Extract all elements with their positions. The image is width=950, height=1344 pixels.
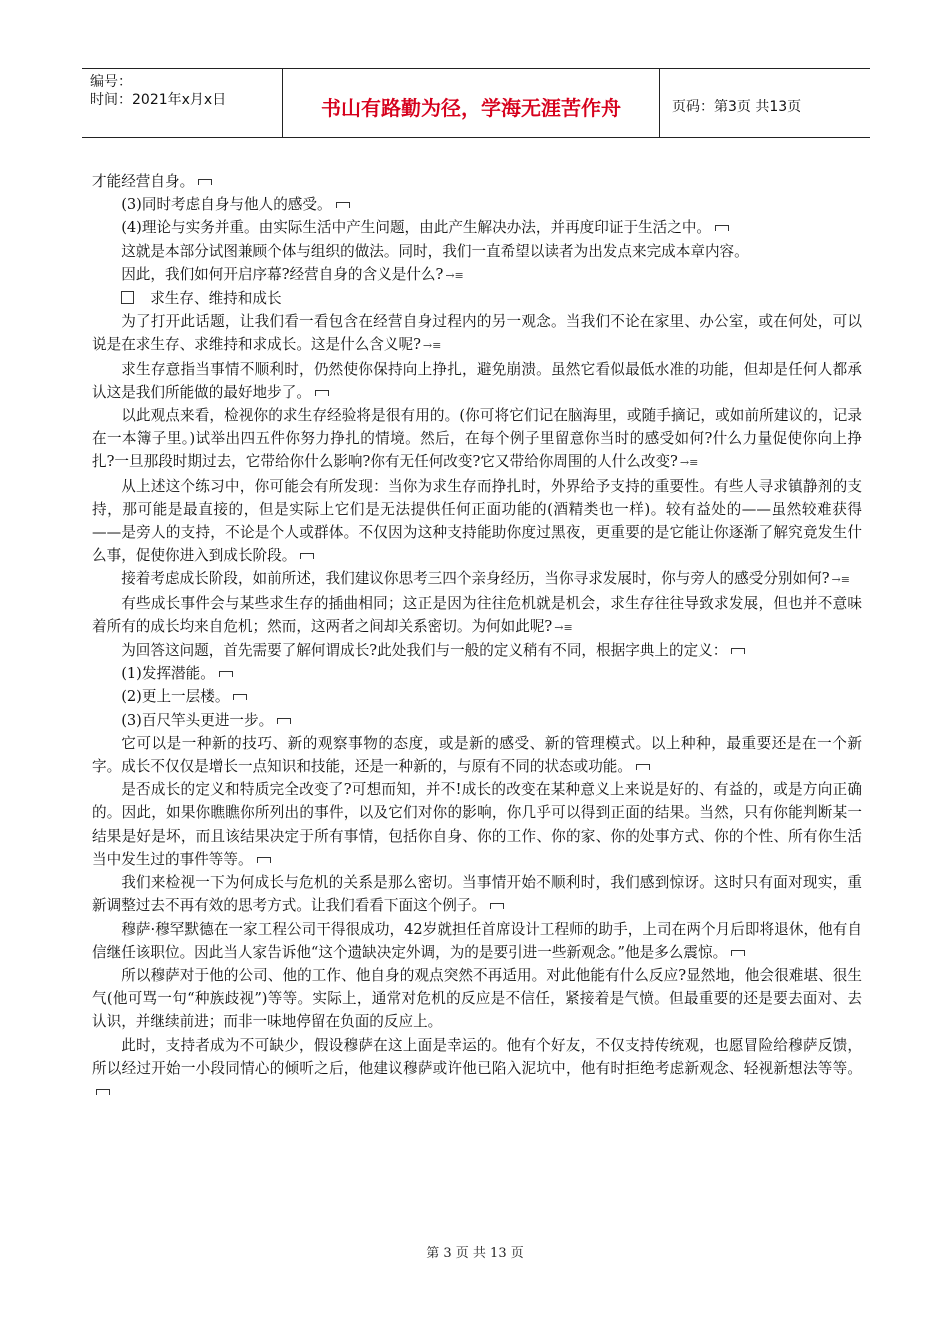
body-paragraph bbox=[92, 170, 862, 193]
paragraph-mark-icon bbox=[300, 553, 314, 559]
checkbox-bullet-icon bbox=[121, 291, 134, 304]
paragraph-text: 此时，支持者成为不可缺少，假设穆萨在这上面是幸运的。他有个好友，不仅支持传统观，也愿冒险给穆萨反馈，所以经过开始一小段同情心的倾听之后，他建议穆萨或许他已陷入泥坑中，他有时拒绝考虑新观念、轻视新想法等等。 bbox=[92, 1036, 862, 1077]
paragraph-text: (3)同时考虑自身与他人的感受。 bbox=[121, 196, 332, 214]
body-paragraph bbox=[92, 918, 862, 964]
body-paragraph bbox=[92, 310, 862, 357]
body-paragraph bbox=[92, 287, 862, 310]
body-paragraph bbox=[92, 732, 862, 778]
body-paragraph bbox=[92, 592, 862, 639]
paragraph-text: 所以穆萨对于他的公司、他的工作、他自身的观点突然不再适用。对此他能有什么反应?显然地，他会很难堪、很生气(他可骂一句“种族歧视”)等等。实际上，通常对危机的反应是不信任，紧接着是气愤。但最重要的还是要去面对、去认识，并继续前进；而非一味地停留在负面的反应上。 bbox=[92, 966, 862, 1031]
body-paragraph bbox=[92, 871, 862, 917]
paragraph-text: (4)理论与实务并重。由实际生活中产生问题，由此产生解决办法，并再度印证于生活之中。 bbox=[121, 219, 712, 237]
line-break-mark-icon: →≡ bbox=[831, 573, 850, 587]
document-header bbox=[82, 68, 870, 138]
paragraph-mark-icon bbox=[731, 648, 745, 654]
header-meta bbox=[82, 69, 282, 137]
line-break-mark-icon: →≡ bbox=[679, 456, 699, 470]
body-paragraph bbox=[92, 263, 862, 287]
document-body bbox=[92, 170, 862, 1103]
body-paragraph bbox=[92, 567, 862, 591]
body-paragraph bbox=[92, 709, 862, 732]
paragraph-mark-icon bbox=[731, 950, 745, 956]
paragraph-mark-icon bbox=[277, 718, 291, 724]
body-paragraph bbox=[92, 404, 862, 475]
body-paragraph bbox=[92, 240, 862, 263]
line-break-mark-icon: →≡ bbox=[422, 339, 442, 353]
body-paragraph bbox=[92, 639, 862, 662]
body-paragraph bbox=[92, 778, 862, 871]
paragraph-text: 是否成长的定义和特质完全改变了?可想而知，并不!成长的改变在某种意义上来说是好的、有益的，或是方向正确的。因此，如果你瞧瞧你所列出的事件，以及它们对你的影响，你几乎可以得到正面的结果。当然，只有你能判断某一结果是好是坏，而且该结果决定于所有事情，包括你自身、你的工作、你的家、你的处事方式、你的个性、所有你生活当中发生过的事件等等。 bbox=[92, 781, 862, 868]
paragraph-mark-icon bbox=[96, 1089, 110, 1095]
paragraph-text: 接着考虑成长阶段，如前所述，我们建议你思考三四个亲身经历，当你寻求发展时，你与旁人的感受分别如何? bbox=[121, 570, 830, 588]
line-break-mark-icon: →≡ bbox=[445, 268, 464, 282]
paragraph-text: (3)百尺竿头更进一步。 bbox=[121, 711, 274, 729]
paragraph-text: 求生存意指当事情不顺利时，仍然使你保持向上挣扎，避免崩溃。虽然它看似最低水准的功能，但却是任何人都承认这是我们所能做的最好地步了。 bbox=[92, 360, 862, 401]
page-footer: 第 3 页 共 13 页 bbox=[426, 1246, 524, 1261]
body-paragraph bbox=[92, 193, 862, 216]
paragraph-text: 这就是本部分试图兼顾个体与组织的做法。同时，我们一直希望以读者为出发点来完成本章内容。 bbox=[121, 242, 749, 260]
paragraph-text: 因此，我们如何开启序幕?经营自身的含义是什么? bbox=[121, 265, 444, 283]
paragraph-text: (2)更上一层楼。 bbox=[121, 688, 230, 706]
body-paragraph bbox=[92, 358, 862, 404]
body-paragraph bbox=[92, 1034, 862, 1104]
paragraph-text: 有些成长事件会与某些求生存的插曲相同；这正是因为往往危机就是机会，求生存往往导致求发展，但也并不意味着所有的成长均来自危机；然而，这两者之间却关系密切。为何如此呢? bbox=[92, 594, 862, 635]
paragraph-text: 从上述这个练习中，你可能会有所发现：当你为求生存而挣扎时，外界给予支持的重要性。有些人寻求镇静剂的支持，那可能是最直接的，但是实际上它们是无法提供任何正面功能的(酒精类也一样)。较有益处的——虽然较难获得——是旁人的支持，不论是个人或群体。不仅因为这种支持能助你度过黑夜，更重要的是它能让你逐渐了解究竟发生什么事，促使你进入到成长阶段。 bbox=[92, 477, 862, 565]
paragraph-mark-icon bbox=[336, 202, 350, 208]
paragraph-text: 才能经营自身。 bbox=[92, 173, 195, 190]
document-number-label: 编号： bbox=[90, 74, 132, 90]
paragraph-mark-icon bbox=[219, 671, 233, 677]
paragraph-mark-icon bbox=[198, 179, 212, 185]
paragraph-text: 我们来检视一下为何成长与危机的关系是那么密切。当事情开始不顺利时，我们感到惊讶。这时只有面对现实，重新调整过去不再有效的思考方式。让我们看看下面这个例子。 bbox=[92, 874, 862, 915]
body-paragraph bbox=[92, 216, 862, 239]
paragraph-mark-icon bbox=[715, 225, 729, 231]
paragraph-text: 为了打开此话题，让我们看一看包含在经营自身过程内的另一观念。当我们不论在家里、办公室，或在何处，可以说是在求生存、求维持和求成长。这是什么含义呢? bbox=[92, 313, 862, 354]
paragraph-mark-icon bbox=[490, 903, 504, 909]
body-paragraph bbox=[92, 685, 862, 708]
paragraph-text: 以此观点来看，检视你的求生存经验将是很有用的。(你可将它们记在脑海里，或随手摘记，或如前所建议的，记录在一本簿子里。)试举出四五件你努力挣扎的情境。然后，在每个例子里留意你当时的感受如何?什么力量促使你向上挣扎?一旦那段时期过去，它带给你什么影响?你有无任何改变?它又带给你周围的人什么改变? bbox=[92, 407, 862, 471]
paragraph-mark-icon bbox=[233, 694, 247, 700]
paragraph-mark-icon bbox=[315, 390, 329, 396]
paragraph-text: 求生存、维持和成长 bbox=[150, 290, 282, 308]
body-paragraph bbox=[92, 662, 862, 685]
line-break-mark-icon: →≡ bbox=[554, 620, 573, 634]
paragraph-text: 穆萨·穆罕默德在一家工程公司干得很成功，42岁就担任首席设计工程师的助手，上司在两个月后即将退休，他有自信继任该职位。因此当人家告诉他“这个遗缺决定外调，为的是要引进一些新观念。”他是多么震惊。 bbox=[92, 920, 862, 961]
header-page-label: 页码：第3页 共13页 bbox=[672, 99, 802, 115]
document-date-label: 时间：2021年x月x日 bbox=[90, 92, 227, 108]
paragraph-mark-icon bbox=[636, 764, 650, 770]
body-paragraph bbox=[92, 964, 862, 1034]
paragraph-text: 为回答这问题，首先需要了解何谓成长?此处我们与一般的定义稍有不同，根据字典上的定义： bbox=[121, 642, 728, 660]
paragraph-mark-icon bbox=[257, 857, 271, 863]
paragraph-text: (1)发挥潜能。 bbox=[121, 665, 215, 683]
body-paragraph bbox=[92, 475, 862, 568]
header-motto: 书山有路勤为径，学海无涯苦作舟 bbox=[282, 69, 660, 137]
paragraph-text: 它可以是一种新的技巧、新的观察事物的态度，或是新的感受、新的管理模式。以上种种，最重要还是在一个新字。成长不仅仅是增长一点知识和技能，还是一种新的，与原有不同的状态或功能。 bbox=[92, 734, 862, 776]
